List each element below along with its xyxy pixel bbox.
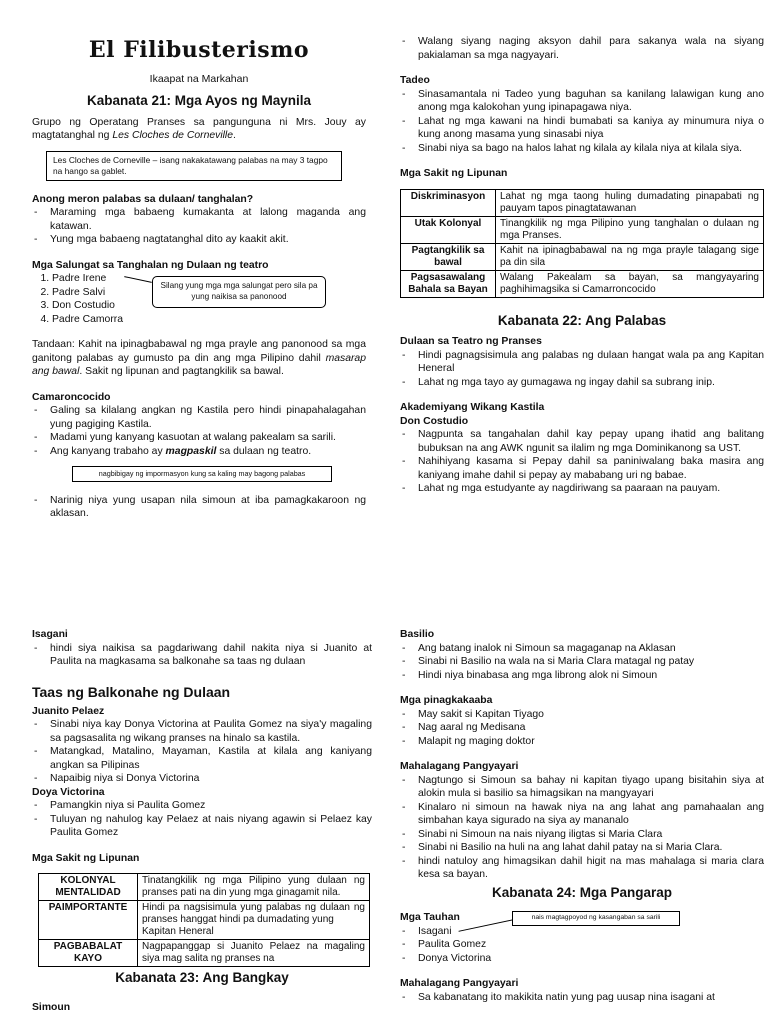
list-item: - Nahihiyang kasama si Pepay dahil sa paniniwalang baka masira ang kaniyang imahe dahil si pepay ay mababang uri ng babae. [400,455,764,482]
table-cell-value: Kahit na ipinagbabawal na ng mga prayle talagang sige pa din sila [496,243,764,270]
list-item: - Ang batang inalok ni Simoun sa magaganap na Aklasan [400,642,764,656]
list-item: - May sakit si Kapitan Tiyago [400,708,764,722]
kabanata-24-heading: Kabanata 24: Mga Pangarap [491,884,673,900]
list-item: - Hindi pagnagsisimula ang palabas ng dulaan hangat wala pa ang Kapitan Heneral [400,349,764,376]
section-tadeo: Tadeo [400,75,430,87]
list-item: - Narinig niya yung usapan nila simoun at iba pamagkakaroon ng aklasan. [32,494,366,521]
list-item: 4. Padre Camorra [52,313,366,327]
list-item: - Yung mga babaeng nagtatanghal dito ay kaakit akit. [32,233,366,247]
section-doya: Doya Victorina [32,786,105,798]
list-item: 2. Padre Salvi [52,286,366,300]
right-top-column [400,35,764,496]
list-item: - Sinasamantala ni Tadeo yung baguhan sa kanilang lalawigan kung ano anong mga kalokohan yung ipinapagawa niya. [400,88,764,115]
list-item: 3. Don Costudio [52,299,366,313]
table-cell-value [138,901,370,940]
list-item: - Nag aaral ng Medisana [400,721,764,735]
section-sakit-lipunan-2: Mga Sakit ng Lipunan [32,852,140,864]
list-item: - Paulita Gomez [400,938,764,952]
section-pinagkakaaba: Mga pinagkakaaba [400,695,493,707]
section-camaroncocido: Camaroncocido [32,391,111,403]
tandaan-paragraph [32,338,366,379]
list-item: - Sinabi ni Basilio na huli na ang lahat dahil patay na si Maria Clara. [400,841,764,855]
kabanata-22-heading: Kabanata 22: Ang Palabas [497,312,667,328]
list-item: - Isagani [400,925,764,939]
table-cell-key: KOLONYAL MENTALIDAD [39,874,138,901]
section-akademiya: Akademiyang Wikang Kastila [400,402,545,414]
mahalagang-pangyayari-list-2 [400,991,764,1005]
list-item: - Nagtungo si Simoun sa bahay ni kapitan tiyago upang bisitahin siya at alokin mula si basilio sa himagsikan na mangyayari [400,774,764,801]
left-top-column [32,36,366,521]
dulaan-list [400,349,764,390]
list-item: 1. Padre Irene [52,272,366,286]
table-cell-key: Diskriminasyon [401,189,496,216]
section-salungat: Mga Salungat sa Tanghalan ng Dulaan ng teatro [32,259,269,271]
table-row [401,216,764,243]
table-cell-key: Utak Kolonyal [401,216,496,243]
mahalagang-pangyayari-list [400,774,764,882]
section-palabas: Anong meron palabas sa dulaan/ tanghalan? [32,193,254,205]
cam3-text: Ang kanyang trabaho ay [50,445,166,457]
table-row [401,270,764,297]
section-basilio: Basilio [400,629,435,640]
cam3-keyword: magpaskil [165,445,217,457]
list-item: - Kinalaro ni simoun na hawak niya na ang lahat ang pamahaalan ang simbahan kaya sigurado na siya ay mananalo [400,801,764,828]
note-salungat: Silang yung mga mga salungat pero sila pa yung naikisa sa panonood [152,276,326,307]
tandaan-text: Tandaan: Kahit na ipinagbabawal ng mga prayle ang panonood sa mga ganitong palabas ay gumusto pa din ang mga Pilipino dahil [32,339,366,364]
page-title: El Filibusterismo [88,37,310,63]
list-item: - Nagpunta sa tangahalan dahil kay pepay upang ihatid ang balitang bubuksan na ang AWK ngunit sa ilalim ng mga Dominikanong sa UST. [400,428,764,455]
kabanata-21-heading: Kabanata 21: Mga Ayos ng Maynila [86,93,312,109]
camaroncocido-list [32,404,366,458]
list-item: - Donya Victorina [400,952,764,966]
table-cell-value: Tinangkilik ng mga Pilipino yung tanghalan o dulaan ng mga Pranses. [496,216,764,243]
table-cell-key: Pagtangkilik sa bawal [401,243,496,270]
don-costudio-list [400,428,764,496]
cam3-end: sa dulaan ng teatro. [216,445,312,457]
note-magpaskil: nagbibigay ng impormasyon kung sa kaling may bagong palabas [72,466,332,481]
list-item: - hindi natuloy ang himagsikan dahil higit na mas mahalaga si maria clara kesa sa bayan. [400,855,764,882]
list-item: - Lahat ng mga kawani na hindi bumabati sa kaniya ay minumura niya o kung anong masama yung sinasabi niya [400,115,764,142]
tandaan-end: . Sakit ng lipunan and pagtangkilik sa bawal. [79,366,284,378]
list-item: - Lahat ng mga estudyante ay nagdiriwang sa paaraan na pauyam. [400,482,764,496]
list-item: - Lahat ng mga tayo ay gumagawa ng ingay dahil sa subrang inip. [400,376,764,390]
camaroncocido-list-2 [32,494,366,521]
list-item [32,445,366,459]
table-cell-value: Tinatangkilik ng mga Pilipino yung dulaan ng pranses pati na din yung mga ginagamit nila. [138,874,370,901]
section-mga-tauhan: Mga Tauhan [400,912,460,924]
tadeo-list [400,88,764,156]
table-cell-value: Walang Pakealam sa bayan, sa mangyayaring paghihimagsika si Camarroncocido [496,270,764,297]
table-cell-key: PAIMPORTANTE [39,901,138,940]
pinagkakaaba-list [400,708,764,749]
list-item: - Sinabi niya sa bago na halos lahat ng kilala ay kilala niya at kilala siya. [400,142,764,156]
basilio-list [400,642,764,683]
section-sakit-lipunan: Mga Sakit ng Lipunan [400,168,508,180]
intro-text: Grupo ng Operatang Pranses sa pangunguna ni Mrs. Jouy ay magtatanghal ng [32,116,366,142]
note-les-cloches: Les Cloches de Corneville – isang nakakatawang palabas na may 3 tagpo na hango sa gablet. [46,151,342,181]
list-item: - Sa kabanatang ito makikita natin yung pag uusap nina isagani at [400,991,764,1005]
taas-balkonahe-heading: Taas ng Balkonahe ng Dulaan [32,683,231,700]
section-isagani: Isagani [32,629,68,640]
table-cell-value: Lahat ng mga taong huling dumadating pinapabati ng pauyam tapos pinagtatawanan [496,189,764,216]
section-mahalagang-pangyayari-2: Mahalagang Pangyayari [400,978,519,990]
tauhan-list [400,925,764,966]
cell-text: Hindi pa nagsisimula yung palabas ng dulaan ng pranses hanggat hindi pa dumadating yung [142,902,365,926]
kabanata-23-heading: Kabanata 23: Ang Bangkay [115,970,289,986]
table-cell-key: Pagsasawalang Bahala sa Bayan [401,270,496,297]
list-item: - Malapit ng maging doktor [400,735,764,749]
table-row [39,940,370,967]
doya-list [32,799,372,840]
table-row [401,243,764,270]
list-item: - Sinabi ni Basilio na wala na si Maria Clara matagal ng patay [400,655,764,669]
list-item: - Madami yung kanyang kasuotan at walang pakealam sa sarili. [32,431,366,445]
tandaan-italic: masarap ang bawal [32,352,366,378]
sakit-lipunan-table [400,189,764,298]
section-dulaan: Dulaan sa Teatro ng Pranses [400,336,542,348]
note-pangarap: nais magtagpoyod ng kasangaban sa sarili [512,911,680,926]
section-simoun: Simoun [32,1001,71,1013]
table-cell-key: PAGBABALAT KAYO [39,940,138,967]
list-item: - Pamangkin niya si Paulita Gomez [32,799,372,813]
intro-end: . [233,130,236,142]
table-row [401,189,764,216]
list-item: - Galing sa kilalang angkan ng Kastila pero hindi pinapahalagahan yung pagiging Kastila. [32,404,366,431]
cell-text-2: Kapitan Heneral [142,926,214,938]
right-bottom-column [400,628,764,1004]
list-item: - Walang siyang naging aksyon dahil para sakanya wala na siyang pakialaman sa mga nagyayari. [400,35,764,62]
section-mahalagang-pangyayari: Mahalagang Pangyayari [400,761,519,773]
continued-list [400,35,764,62]
intro-paragraph [32,116,366,143]
list-item: - Maraming mga babaeng kumakanta at lalong maganda ang katawan. [32,206,366,233]
page-subtitle: Ikaapat na Markahan [149,72,249,85]
list-item: - Sinabi niya kay Donya Victorina at Paulita Gomez na siya'y magaling sa pagsasalita ng wikang pranses na hinalo sa kastila. [32,718,372,745]
table-row [39,901,370,940]
list-item: - Sinabi ni Simoun na nais niyang iligtas si Maria Clara [400,828,764,842]
isagani-list [32,642,372,669]
palabas-list [32,206,366,247]
list-item: - Hindi niya binabasa ang mga librong alok ni Simoun [400,669,764,683]
section-don-costudio: Don Costudio [400,415,469,427]
list-item: - Napaibig niya si Donya Victorina [32,772,372,786]
table-cell-value: Nagpapanggap si Juanito Pelaez na magaling siya mag salita ng pranses na [138,940,370,967]
list-item: - Matangkad, Matalino, Mayaman, Kastila at kilala ang kaniyang angkan sa Pilipinas [32,745,372,772]
left-bottom-column [32,628,372,1014]
section-juanito: Juanito Pelaez [32,705,105,717]
list-item: - Tuluyan ng nahulog kay Pelaez at nais niyang agawin si Pelaez kay Paulita Gomez [32,813,372,840]
intro-play-title: Les Cloches de Corneville [112,130,234,142]
juanito-list [32,718,372,786]
table-row [39,874,370,901]
sakit-lipunan-table-2 [38,873,370,967]
list-item: - hindi siya naikisa sa pagdariwang dahil nakita niya si Juanito at Paulita na magkasama sa balkonahe sa taas ng dulaan [32,642,372,669]
